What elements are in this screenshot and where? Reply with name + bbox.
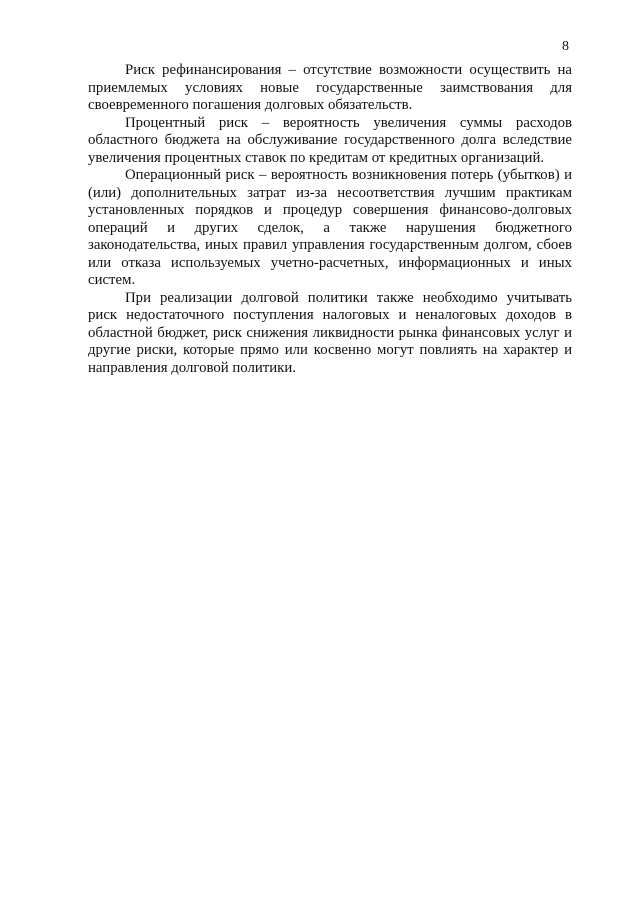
- paragraph-operational-risk: Операционный риск – вероятность возникновения потерь (убытков) и (или) дополнительных затрат из-за несоответствия лучшим практикам установленных порядков и процедур совершения финансово-долговых операций и других сделок, а также нарушения бюджетного законодательства, иных правил управления государственным долгом, сбоев или отказа используемых учетно-расчетных, информационных и иных систем.: [88, 167, 572, 288]
- body-text: [88, 62, 572, 377]
- paragraph-refinancing-risk: Риск рефинансирования – отсутствие возможности осуществить на приемлемых условиях новые государственные заимствования для своевременного погашения долговых обязательств.: [88, 62, 572, 113]
- paragraph-interest-rate-risk: Процентный риск – вероятность увеличения суммы расходов областного бюджета на обслуживание государственного долга вследствие увеличения процентных ставок по кредитам от кредитных организаций.: [88, 114, 572, 166]
- paragraph-other-risks: При реализации долговой политики также необходимо учитывать риск недостаточного поступления налоговых и неналоговых доходов в областной бюджет, риск снижения ликвидности рынка финансовых услуг и другие риски, которые прямо или косвенно могут повлиять на характер и направления долговой политики.: [88, 289, 572, 376]
- page-number: 8: [562, 39, 569, 54]
